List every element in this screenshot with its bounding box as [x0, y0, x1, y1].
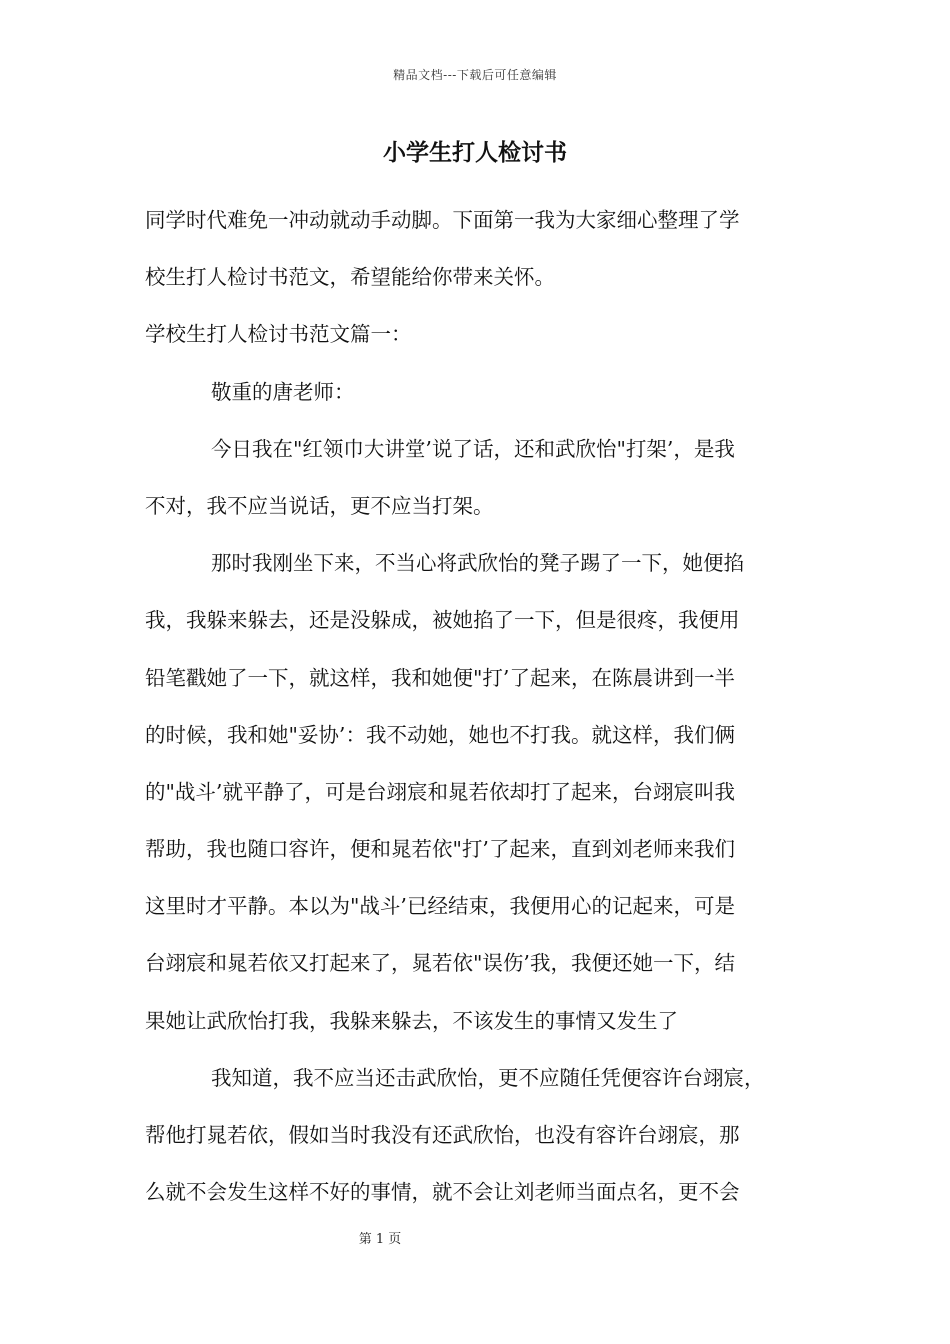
body-line: 这里时才平静。本以为"战斗’已经结束，我便用心的记起来，可是 — [145, 894, 735, 919]
body-line: 帮助，我也随口容许，便和晁若依"打’了起来，直到刘老师来我们 — [145, 837, 735, 862]
body-line: 不对，我不应当说话，更不应当打架。 — [145, 493, 494, 518]
body-line: 那时我刚坐下来，不当心将武欣怡的凳子踢了一下，她便掐 — [211, 551, 744, 576]
body-line: 么就不会发生这样不好的事情，就不会让刘老师当面点名，更不会 — [145, 1180, 740, 1205]
body-line: 帮他打晁若依，假如当时我没有还武欣怡，也没有容许台翊宸，那 — [145, 1123, 740, 1147]
body-line: 学校生打人检讨书范文篇一： — [145, 322, 412, 347]
document-body — [145, 200, 810, 1229]
body-line: 校生打人检讨书范文，希望能给你带来关怀。 — [145, 265, 555, 290]
body-line: 铅笔戳她了一下，就这样，我和她便"打’了起来，在陈晨讲到一半 — [145, 665, 735, 690]
body-line: 台翊宸和晁若依又打起来了，晁若依"误伤’我，我便还她一下，结 — [145, 951, 735, 976]
body-line: 我知道，我不应当还击武欣怡，更不应随任凭便容许台翊宸， — [211, 1065, 765, 1090]
page-header: 精品文档---下载后可任意编辑 — [393, 68, 557, 82]
salutation-line: 敬重的唐老师： — [211, 379, 355, 404]
body-line: 的"战斗’就平静了，可是台翊宸和晁若依却打了起来，台翊宸叫我 — [145, 779, 735, 804]
body-line: 我，我躲来躲去，还是没躲成，被她掐了一下，但是很疼，我便用 — [145, 608, 740, 633]
body-line: 的时候，我和她"妥协’：我不动她，她也不打我。就这样，我们俩 — [145, 722, 735, 747]
page-number: 第 1 页 — [358, 1232, 402, 1247]
body-line: 同学时代难免一冲动就动手动脚。下面第一我为大家细心整理了学 — [145, 208, 740, 232]
document-title: 小学生打人检讨书 — [383, 139, 567, 166]
body-line: 今日我在"红领巾大讲堂’说了话，还和武欣怡"打架’，是我 — [211, 436, 735, 461]
body-line: 果她让武欣怡打我，我躲来躲去，不该发生的事情又发生了 — [145, 1008, 678, 1033]
